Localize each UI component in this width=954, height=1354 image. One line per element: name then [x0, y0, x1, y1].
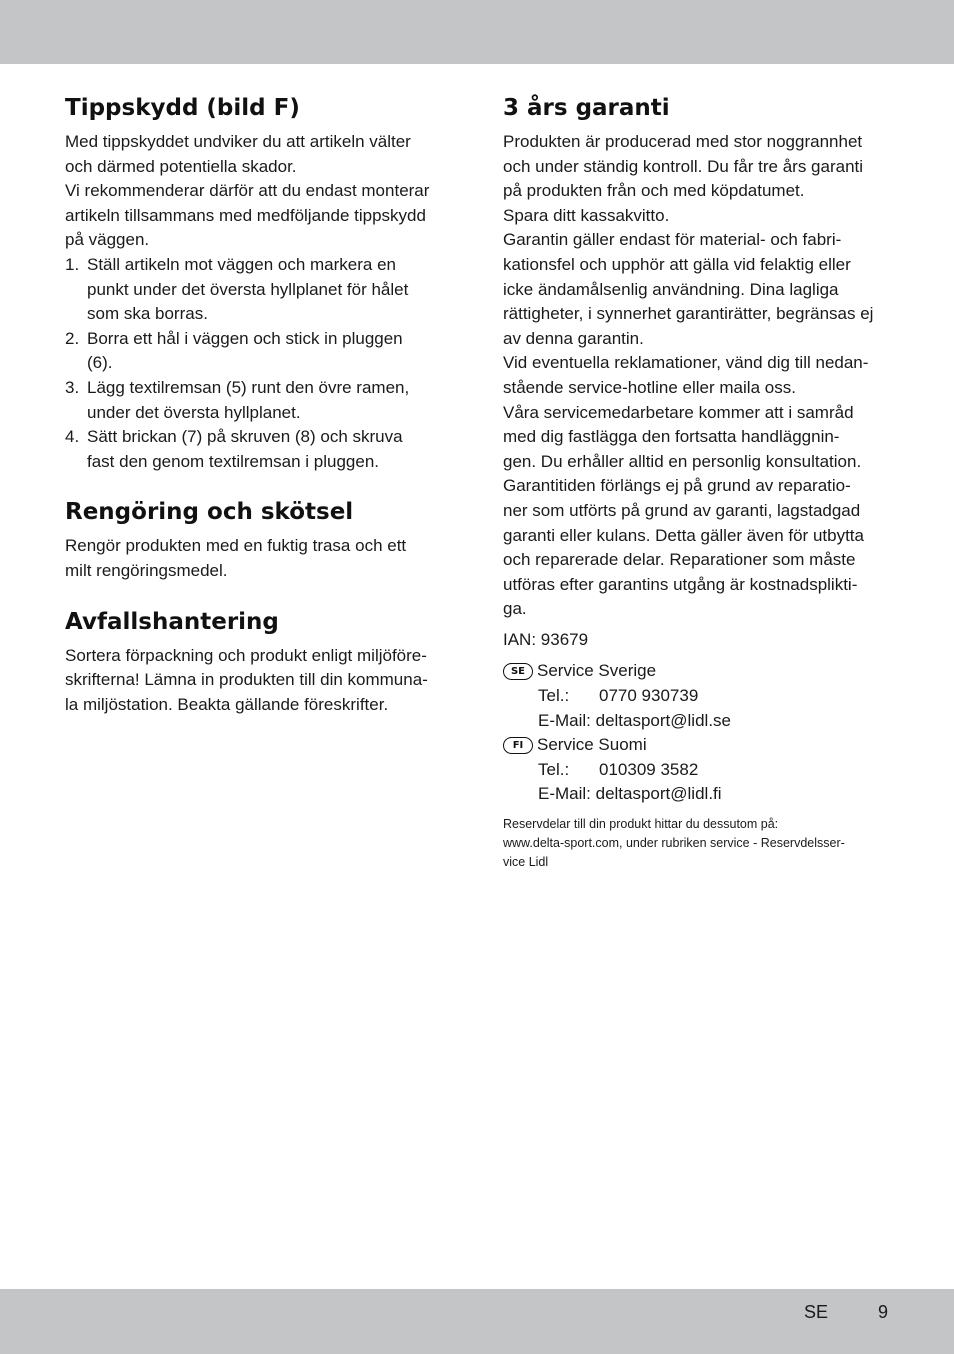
text-line: Med tippskyddet undviker du att artikeln välter [65, 132, 411, 151]
text-line: fast den genom textilremsan i pluggen. [87, 451, 380, 471]
step-item [65, 253, 457, 327]
warranty-heading: 3 års garanti [503, 95, 670, 121]
text-line: garanti eller kulans. Detta gäller även för utbytta [503, 525, 864, 545]
waste-heading: Avfallshantering [65, 608, 279, 635]
country-fi-badge-icon: FI [503, 737, 533, 754]
step-number: 3. [65, 377, 80, 397]
text-line: Rengör produkten med en fuktig trasa och ett [65, 536, 407, 556]
text-line: på produkten från och med köpdatumet. [503, 181, 805, 201]
service-sweden [503, 659, 895, 733]
service-name: Service Suomi [537, 735, 647, 755]
text-line: kationsfel och upphör att gälla vid felaktig eller [503, 254, 851, 274]
text-line: Ställ artikeln mot väggen och markera en [87, 254, 396, 274]
service-finland [503, 733, 895, 807]
warranty-text [503, 130, 895, 622]
text-line: Lägg textilremsan (5) runt den övre ramen, [87, 377, 410, 397]
spare-parts-note [503, 815, 895, 872]
text-line: under det översta hyllplanet. [87, 402, 301, 422]
text-line: punkt under det översta hyllplanet för hålet [87, 279, 409, 299]
tippskydd-heading: Tippskydd (bild F) [65, 95, 300, 121]
text-line: Sortera förpackning och produkt enligt miljöföre- [65, 645, 427, 665]
text-line: Garantitiden förlängs ej på grund av reparatio- [503, 476, 851, 496]
tel-label: Tel.: [538, 759, 570, 779]
ian-number: IAN: 93679 [503, 629, 589, 649]
text-line: ga. [503, 599, 527, 619]
text-line: (6). [87, 353, 113, 373]
text-line: Våra servicemedarbetare kommer att i samråd [503, 402, 854, 422]
text-line: skrifterna! Lämna in produkten till din kommuna- [65, 670, 428, 690]
text-line: stående service-hotline eller maila oss. [503, 377, 796, 397]
page-number: 9 [878, 1302, 889, 1322]
section-spacer [65, 474, 457, 496]
text-line: och därmed potentiella skador. [65, 156, 297, 176]
left-column [65, 92, 457, 717]
service-email: E-Mail: deltasport@lidl.se [538, 710, 731, 730]
waste-text [65, 644, 457, 718]
tel-label: Tel.: [538, 686, 570, 706]
text-line: på väggen. [65, 230, 150, 250]
text-line: Garantin gäller endast för material- och fabri- [503, 230, 842, 250]
right-column [503, 92, 895, 872]
text-line: Produkten är producerad med stor noggrannhet [503, 132, 863, 151]
step-number: 2. [65, 328, 80, 348]
step-item [65, 327, 457, 376]
text-line: la miljöstation. Beakta gällande föreskrifter. [65, 694, 389, 714]
text-line: och under ständig kontroll. Du får tre års garanti [503, 156, 864, 176]
step-number: 1. [65, 254, 80, 274]
text-line: ner som utförts på grund av garanti, lagstadgad [503, 500, 861, 520]
text-line: Reservdelar till din produkt hittar du dessutom på: [503, 817, 779, 832]
text-line: www.delta-sport.com, under rubriken service - Reservdelsser- [503, 836, 845, 851]
text-line: milt rengöringsmedel. [65, 560, 228, 580]
text-line: gen. Du erhåller alltid en personlig konsultation. [503, 451, 862, 471]
text-line: och reparerade delar. Reparationer som måste [503, 550, 856, 570]
section-spacer [65, 584, 457, 606]
step-number: 4. [65, 427, 80, 447]
text-line: rättigheter, i synnerhet garantirätter, begränsas ej [503, 304, 874, 324]
tippskydd-intro [65, 130, 457, 253]
care-heading: Rengöring och skötsel [65, 499, 354, 526]
text-line: med dig fastlägga den fortsatta handläggnin- [503, 427, 840, 447]
text-line: utföras efter garantins utgång är kostnadsplikti- [503, 574, 858, 594]
care-text [65, 534, 457, 583]
text-line: vice Lidl [503, 855, 549, 870]
step-item [65, 425, 457, 474]
country-se-badge-icon: SE [503, 663, 533, 680]
text-line: Vi rekommenderar därför att du endast monterar [65, 181, 430, 201]
text-line: Borra ett hål i väggen och stick in pluggen [87, 328, 403, 348]
step-item [65, 376, 457, 425]
text-line: Spara ditt kassakvitto. [503, 205, 670, 225]
footer-language: SE [804, 1302, 829, 1322]
tel-number: 010309 3582 [599, 759, 699, 779]
text-line: Vid eventuella reklamationer, vänd dig till nedan- [503, 353, 869, 373]
text-line: som ska borras. [87, 304, 208, 324]
mounting-steps [65, 253, 457, 474]
text-line: artikeln tillsammans med medföljande tippskydd [65, 205, 426, 225]
text-line: icke ändamålsenlig användning. Dina lagliga [503, 279, 839, 299]
header-band [0, 0, 954, 64]
text-line: Sätt brickan (7) på skruven (8) och skruva [87, 427, 403, 447]
service-email: E-Mail: deltasport@lidl.fi [538, 784, 722, 804]
text-line: av denna garantin. [503, 328, 644, 348]
service-name: Service Sverige [537, 661, 657, 681]
tel-number: 0770 930739 [599, 686, 699, 706]
